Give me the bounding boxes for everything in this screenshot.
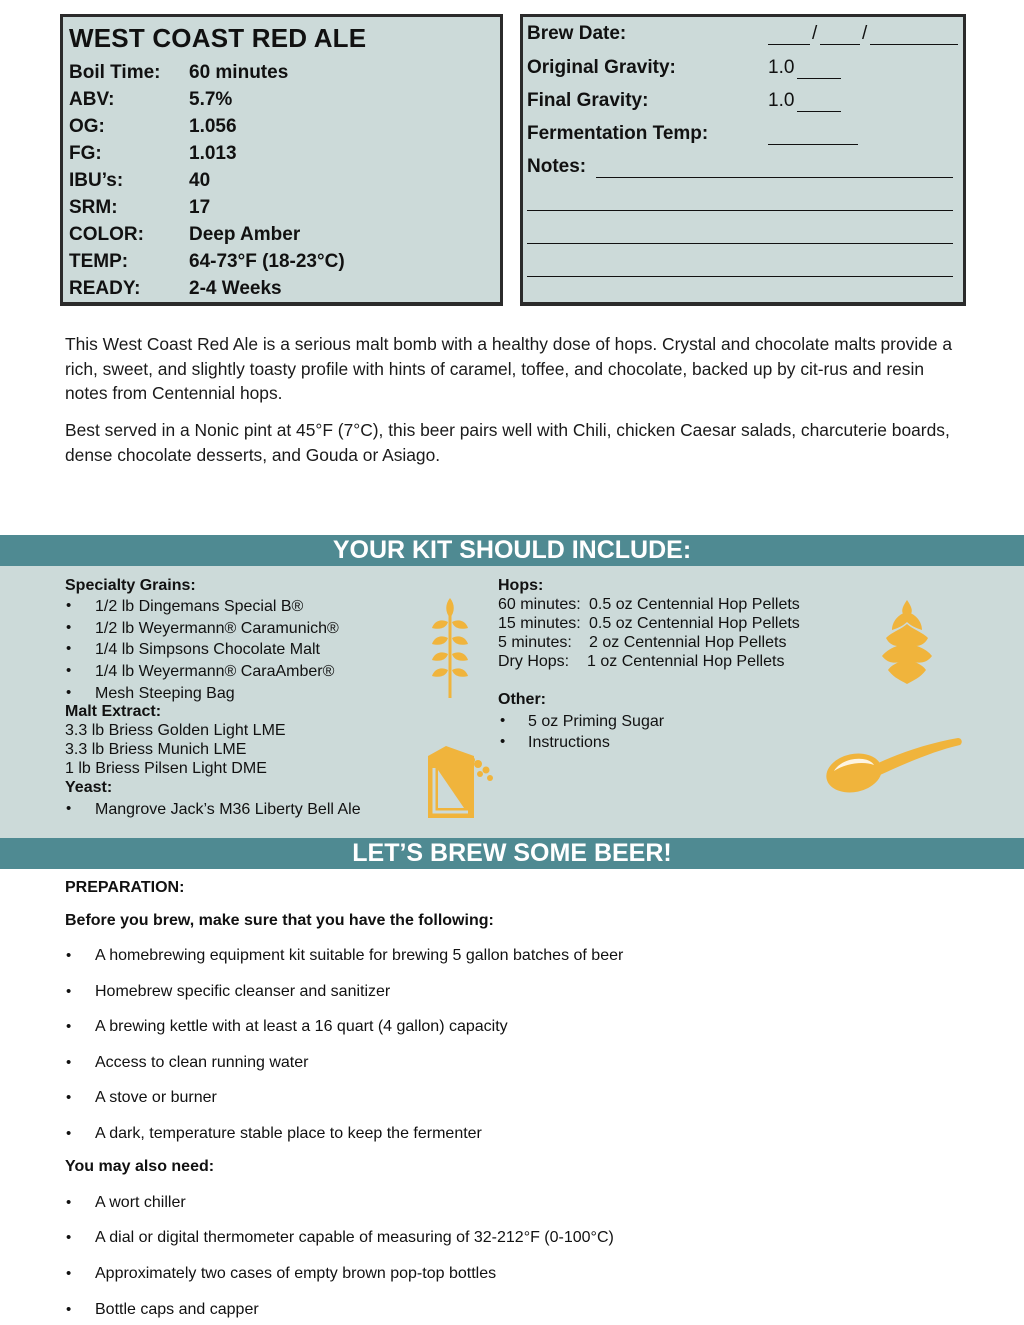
kit-heading: YOUR KIT SHOULD INCLUDE:: [0, 535, 1024, 566]
bullet: •: [66, 947, 72, 964]
bullet: •: [66, 1054, 72, 1071]
other-heading: Other:: [498, 691, 546, 708]
list-item: 1/2 lb Dingemans Special B®: [95, 598, 304, 615]
list-item: Bottle caps and capper: [95, 1301, 259, 1318]
bullet: •: [66, 800, 72, 817]
notes-line[interactable]: [596, 177, 953, 178]
list-item: Mesh Steeping Bag: [95, 685, 235, 702]
fermentation-temp-line[interactable]: [768, 144, 858, 145]
list-item: 1/2 lb Weyermann® Caramunich®: [95, 620, 339, 637]
bullet: •: [66, 1089, 72, 1106]
original-gravity-line[interactable]: [797, 78, 841, 79]
spec-value: 17: [189, 197, 211, 218]
spec-label: TEMP:: [69, 251, 129, 272]
also-need-heading: You may also need:: [65, 1158, 215, 1175]
brew-date-year-line[interactable]: [870, 44, 958, 45]
fermentation-temp-label: Fermentation Temp:: [527, 123, 709, 144]
date-separator: /: [812, 23, 818, 44]
malt-extract-heading: Malt Extract:: [65, 703, 162, 720]
wheat-icon: [430, 598, 470, 700]
hops-heading: Hops:: [498, 577, 544, 594]
bullet: •: [66, 1301, 72, 1318]
hop-time: Dry Hops:: [498, 653, 570, 670]
brew-heading: LET’S BREW SOME BEER!: [0, 838, 1024, 869]
list-item: Instructions: [528, 734, 610, 751]
final-gravity-label: Final Gravity:: [527, 90, 649, 111]
serving-paragraph: Best served in a Nonic pint at 45°F (7°C), this beer pairs well with Chili, chicken Caesar salads, charcuterie boards, dense chocolate desserts, and Gouda or Asiago.: [65, 420, 950, 465]
list-item: A homebrewing equipment kit suitable for brewing 5 gallon batches of beer: [95, 947, 624, 964]
final-gravity-prefix: 1.0: [768, 90, 795, 111]
bullet: •: [66, 1265, 72, 1282]
preparation-heading: PREPARATION:: [65, 879, 185, 896]
hop-time: 60 minutes:: [498, 596, 581, 613]
brew-date-month-line[interactable]: [768, 44, 810, 45]
bullet: •: [500, 733, 506, 750]
bullet: •: [66, 1229, 72, 1246]
spec-label: IBU’s:: [69, 170, 124, 191]
spec-value: 1.013: [189, 143, 237, 164]
final-gravity-line[interactable]: [797, 111, 841, 112]
list-item: Homebrew specific cleanser and sanitizer: [95, 983, 391, 1000]
spoon-icon: [824, 735, 964, 797]
hop-item: 0.5 oz Centennial Hop Pellets: [589, 615, 800, 632]
spec-value: 64-73°F (18-23°C): [189, 251, 345, 272]
spec-label: ABV:: [69, 89, 115, 110]
bullet: •: [66, 983, 72, 1000]
brew-log-box: [520, 14, 966, 306]
brew-date-label: Brew Date:: [527, 23, 627, 44]
hop-time: 5 minutes:: [498, 634, 572, 651]
description-paragraph: This West Coast Red Ale is a serious malt bomb with a healthy dose of hops. Crystal and chocolate malts provide a rich, sweet, and slightly toasty profile with hints of caramel, toffee, and chocolate, backed up by cit-rus and resin notes from Centennial hops.: [65, 334, 953, 403]
bullet: •: [66, 1125, 72, 1142]
yeast-heading: Yeast:: [65, 779, 113, 796]
list-item: 1 lb Briess Pilsen Light DME: [65, 760, 267, 777]
list-item: A dark, temperature stable place to keep the fermenter: [95, 1125, 482, 1142]
spec-value: 40: [189, 170, 211, 191]
list-item: Approximately two cases of empty brown pop-top bottles: [95, 1265, 497, 1282]
notes-line[interactable]: [527, 276, 953, 277]
beer-title: WEST COAST RED ALE: [69, 23, 367, 53]
bullet: •: [66, 597, 72, 614]
bullet: •: [66, 640, 72, 657]
before-you-brew-heading: Before you brew, make sure that you have the following:: [65, 912, 494, 929]
notes-line[interactable]: [527, 210, 953, 211]
spec-label: COLOR:: [69, 224, 144, 245]
list-item: A stove or burner: [95, 1089, 217, 1106]
spec-label: Boil Time:: [69, 62, 161, 83]
original-gravity-label: Original Gravity:: [527, 57, 676, 78]
bullet: •: [66, 662, 72, 679]
spec-value: 1.056: [189, 116, 237, 137]
bullet: •: [500, 712, 506, 729]
spec-label: SRM:: [69, 197, 118, 218]
list-item: Access to clean running water: [95, 1054, 309, 1071]
spec-value: Deep Amber: [189, 224, 301, 245]
list-item: 3.3 lb Briess Golden Light LME: [65, 722, 286, 739]
spec-label: OG:: [69, 116, 105, 137]
brew-date-day-line[interactable]: [820, 44, 860, 45]
list-item: 1/4 lb Weyermann® CaraAmber®: [95, 663, 335, 680]
date-separator: /: [862, 23, 868, 44]
beer-spec-box: [60, 14, 503, 306]
list-item: 5 oz Priming Sugar: [528, 713, 665, 730]
malt-bag-icon: [424, 742, 496, 822]
hop-item: 1 oz Centennial Hop Pellets: [587, 653, 785, 670]
list-item: A dial or digital thermometer capable of measuring of 32-212°F (0-100°C): [95, 1229, 614, 1246]
hop-time: 15 minutes:: [498, 615, 581, 632]
list-item: Mangrove Jack’s M36 Liberty Bell Ale: [95, 801, 361, 818]
spec-label: FG:: [69, 143, 102, 164]
notes-line[interactable]: [527, 243, 953, 244]
list-item: 3.3 lb Briess Munich LME: [65, 741, 247, 758]
bullet: •: [66, 684, 72, 701]
bullet: •: [66, 1018, 72, 1035]
original-gravity-prefix: 1.0: [768, 57, 795, 78]
spec-value: 5.7%: [189, 89, 233, 110]
spec-label: READY:: [69, 278, 141, 299]
list-item: A brewing kettle with at least a 16 quart (4 gallon) capacity: [95, 1018, 508, 1035]
list-item: 1/4 lb Simpsons Chocolate Malt: [95, 641, 320, 658]
hop-item: 2 oz Centennial Hop Pellets: [589, 634, 787, 651]
spec-value: 2-4 Weeks: [189, 278, 282, 299]
bullet: •: [66, 1194, 72, 1211]
specialty-grains-heading: Specialty Grains:: [65, 577, 196, 594]
hop-item: 0.5 oz Centennial Hop Pellets: [589, 596, 800, 613]
bullet: •: [66, 619, 72, 636]
list-item: A wort chiller: [95, 1194, 186, 1211]
notes-label: Notes:: [527, 156, 587, 177]
spec-value: 60 minutes: [189, 62, 289, 83]
hop-icon: [878, 598, 936, 686]
